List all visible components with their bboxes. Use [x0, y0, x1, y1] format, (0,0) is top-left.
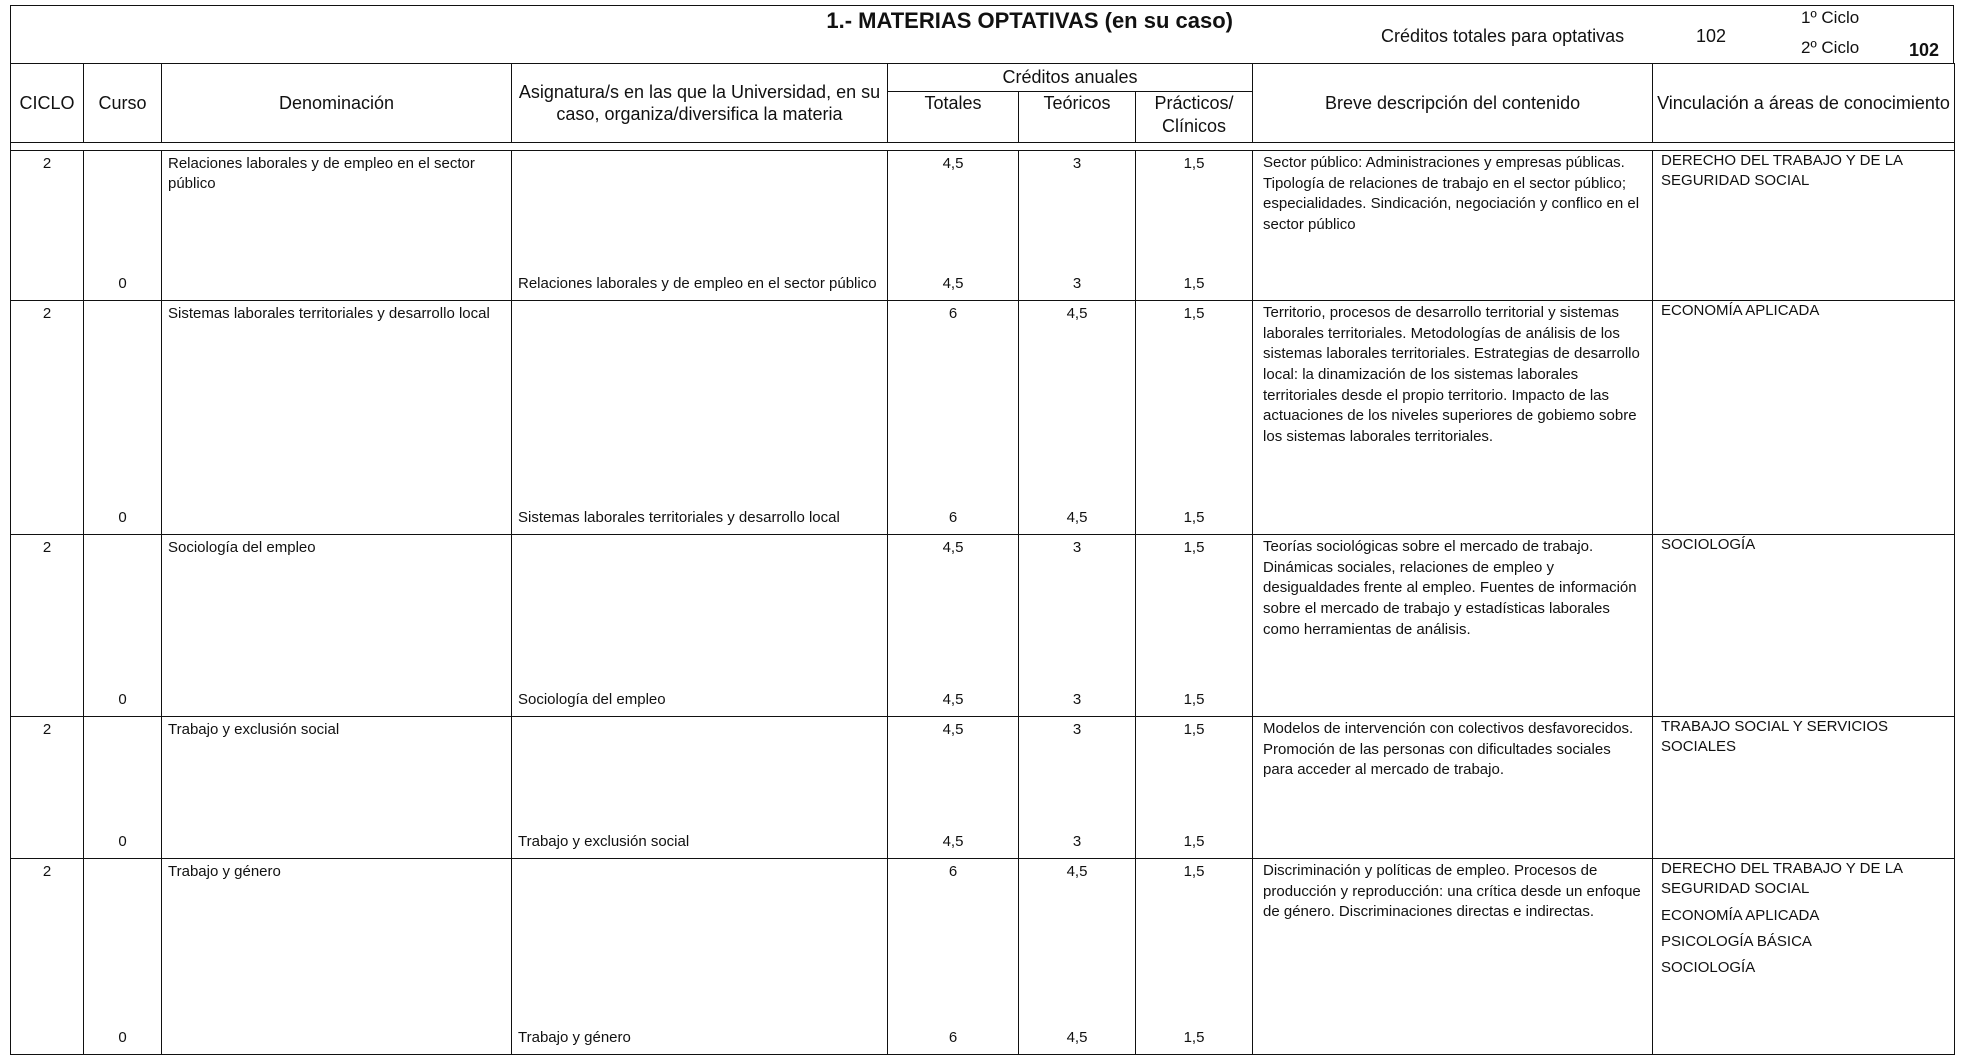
materia-row — [11, 535, 1955, 717]
materia-row — [11, 301, 1955, 535]
ciclo-text: 2 — [42, 863, 52, 880]
descripcion-cell — [1253, 717, 1653, 859]
col-totales-header: Totales — [888, 92, 1019, 143]
teoricos-text: 3 — [1072, 155, 1082, 172]
asignatura-practicos-text: 1,5 — [1183, 509, 1205, 527]
asignatura-totales-text: 4,5 — [942, 833, 964, 851]
vinculacion-cell — [1653, 151, 1955, 301]
area-item: SOCIOLOGÍA — [1661, 536, 1756, 553]
asignatura-asignatura-text: Sistemas laborales territoriales y desarrollo local — [518, 509, 840, 527]
curso-cell — [84, 859, 162, 1055]
teoricos-cell — [1019, 859, 1136, 1055]
area-item: DERECHO DEL TRABAJO Y DE LA SEGURIDAD SOCIAL — [1661, 860, 1903, 898]
ciclo-text: 2 — [42, 539, 52, 556]
col-descripcion-header: Breve descripción del contenido — [1253, 64, 1653, 143]
ciclo-text: 2 — [42, 305, 52, 322]
practicos-cell — [1136, 859, 1253, 1055]
denominacion-cell — [162, 717, 512, 859]
denominacion-cell — [162, 151, 512, 301]
asignatura-teoricos-text: 3 — [1072, 833, 1082, 851]
asignatura-cell — [512, 151, 888, 301]
practicos-text: 1,5 — [1183, 539, 1205, 556]
practicos-text: 1,5 — [1183, 155, 1205, 172]
col-curso-header: Curso — [84, 64, 162, 143]
col-ciclo-header: CICLO — [11, 64, 84, 143]
descripcion-cell — [1253, 301, 1653, 535]
col-vinculacion-header: Vinculación a áreas de conocimiento — [1653, 64, 1955, 143]
descripcion-text: Territorio, procesos de desarrollo territorial y sistemas laborales territoriales. Metodologías de análisis de los sistemas laborales territoriales. Estrategias de desarrollo local: la dinamización de los sistemas laborales territoriales desde el propio territorio. Impacto de las actuaciones de los niveles superiores de gobiemo sobre los sistemas laborales territoriales. — [1263, 304, 1640, 446]
area-item: PSICOLOGÍA BÁSICA — [1661, 932, 1812, 950]
asignatura-teoricos-text: 4,5 — [1066, 509, 1088, 527]
practicos-cell — [1136, 717, 1253, 859]
col-denominacion-header: Denominación — [162, 64, 512, 143]
asignatura-totales-text: 6 — [948, 1029, 958, 1047]
practicos-cell — [1136, 301, 1253, 535]
curso-cell — [84, 717, 162, 859]
curso-cell — [84, 151, 162, 301]
totales-cell — [888, 717, 1019, 859]
vinculacion-cell — [1653, 717, 1955, 859]
asignatura-practicos-text: 1,5 — [1183, 275, 1205, 293]
vinculacion-cell — [1653, 535, 1955, 717]
teoricos-text: 3 — [1072, 721, 1082, 738]
area-item: TRABAJO SOCIAL Y SERVICIOS SOCIALES — [1661, 718, 1889, 756]
asignatura-cell — [512, 859, 888, 1055]
practicos-text: 1,5 — [1183, 305, 1205, 322]
asignatura-practicos-text: 1,5 — [1183, 833, 1205, 851]
denominacion-text: Trabajo y exclusión social — [168, 721, 340, 738]
descripcion-text: Teorías sociológicas sobre el mercado de trabajo. Dinámicas sociales, relaciones de empleo y desigualdades frente al empleo. Fuentes de información sobre el mercado de trabajo y estadísticas laborales como herramientas de análisis. — [1263, 538, 1637, 638]
ciclo-text: 2 — [42, 155, 52, 172]
descripcion-text: Sector público: Administraciones y empresas públicas. Tipología de relaciones de trabajo en el sector público; especialidades. Sindicación, negociación y conflico en el sector público — [1263, 154, 1640, 234]
asignatura-asignatura-text: Relaciones laborales y de empleo en el sector público — [518, 275, 877, 293]
asignatura-curso-text: 0 — [118, 1029, 127, 1047]
asignatura-teoricos-text: 3 — [1072, 691, 1082, 709]
curso-cell — [84, 301, 162, 535]
asignatura-practicos-text: 1,5 — [1183, 691, 1205, 709]
totales-cell — [888, 535, 1019, 717]
teoricos-text: 4,5 — [1066, 305, 1088, 322]
descripcion-cell — [1253, 151, 1653, 301]
teoricos-cell — [1019, 717, 1136, 859]
vinculacion-cell — [1653, 301, 1955, 535]
ciclo-cell — [11, 535, 84, 717]
asignatura-cell — [512, 717, 888, 859]
area-item: ECONOMÍA APLICADA — [1661, 302, 1820, 319]
practicos-cell — [1136, 151, 1253, 301]
totales-cell — [888, 859, 1019, 1055]
asignatura-cell — [512, 301, 888, 535]
asignatura-teoricos-text: 4,5 — [1066, 1029, 1088, 1047]
col-practicos-header: Prácticos/ Clínicos — [1136, 92, 1253, 143]
asignatura-asignatura-text: Sociología del empleo — [518, 691, 666, 709]
asignatura-curso-text: 0 — [118, 509, 127, 527]
col-teoricos-header: Teóricos — [1019, 92, 1136, 143]
document-header — [10, 5, 1954, 63]
asignatura-asignatura-text: Trabajo y exclusión social — [518, 833, 690, 851]
descripcion-cell — [1253, 535, 1653, 717]
practicos-text: 1,5 — [1183, 721, 1205, 738]
descripcion-cell — [1253, 859, 1653, 1055]
ciclo-cell — [11, 151, 84, 301]
asignatura-curso-text: 0 — [118, 691, 127, 709]
asignatura-practicos-text: 1,5 — [1183, 1029, 1205, 1047]
ciclo-cell — [11, 301, 84, 535]
denominacion-text: Relaciones laborales y de empleo en el sector público — [168, 155, 475, 192]
teoricos-text: 4,5 — [1066, 863, 1088, 880]
asignatura-totales-text: 4,5 — [942, 691, 964, 709]
asignatura-teoricos-text: 3 — [1072, 275, 1082, 293]
asignatura-curso-text: 0 — [118, 833, 127, 851]
practicos-text: 1,5 — [1183, 863, 1205, 880]
descripcion-text: Discriminación y políticas de empleo. Procesos de producción y reproducción: una crítica desde un enfoque de género. Discriminaciones directas e indirectas. — [1263, 862, 1641, 921]
area-item: DERECHO DEL TRABAJO Y DE LA SEGURIDAD SOCIAL — [1661, 152, 1903, 190]
teoricos-cell — [1019, 301, 1136, 535]
teoricos-text: 3 — [1072, 539, 1082, 556]
materia-row — [11, 151, 1955, 301]
vinculacion-cell — [1653, 859, 1955, 1055]
materia-row — [11, 717, 1955, 859]
denominacion-cell — [162, 301, 512, 535]
optativas-table — [10, 63, 1955, 1055]
col-creditos-header: Créditos anuales — [888, 64, 1253, 92]
materia-row — [11, 859, 1955, 1055]
totales-text: 4,5 — [942, 539, 964, 556]
denominacion-text: Sistemas laborales territoriales y desarrollo local — [168, 305, 490, 322]
totales-cell — [888, 301, 1019, 535]
totales-text: 6 — [948, 863, 958, 880]
practicos-cell — [1136, 535, 1253, 717]
denominacion-text: Sociología del empleo — [168, 539, 316, 556]
totales-text: 6 — [948, 305, 958, 322]
teoricos-cell — [1019, 535, 1136, 717]
area-item: SOCIOLOGÍA — [1661, 959, 1756, 976]
curso-cell — [84, 535, 162, 717]
teoricos-cell — [1019, 151, 1136, 301]
asignatura-totales-text: 4,5 — [942, 275, 964, 293]
page-title: 1.- MATERIAS OPTATIVAS (en su caso) — [826, 8, 1233, 33]
ciclo2-label: 2º Ciclo — [1801, 38, 1860, 57]
ciclo-text: 2 — [42, 721, 52, 738]
area-item: ECONOMÍA APLICADA — [1661, 906, 1820, 924]
col-asignatura-header: Asignatura/s en las que la Universidad, en su caso, organiza/diversifica la materia — [512, 64, 888, 143]
totales-text: 4,5 — [942, 721, 964, 738]
asignatura-totales-text: 6 — [948, 509, 958, 527]
totales-text: 4,5 — [942, 155, 964, 172]
totales-cell — [888, 151, 1019, 301]
ciclo-cell — [11, 717, 84, 859]
denominacion-cell — [162, 859, 512, 1055]
ciclo-cell — [11, 859, 84, 1055]
total-credits-label: Créditos totales para optativas — [1381, 26, 1625, 46]
asignatura-cell — [512, 535, 888, 717]
denominacion-cell — [162, 535, 512, 717]
asignatura-asignatura-text: Trabajo y género — [518, 1029, 631, 1047]
ciclo2-value: 102 — [1909, 40, 1940, 60]
descripcion-text: Modelos de intervención con colectivos desfavorecidos. Promoción de las personas con dificultades sociales para acceder al mercado de trabajo. — [1263, 720, 1634, 779]
asignatura-curso-text: 0 — [118, 275, 127, 293]
denominacion-text: Trabajo y género — [168, 863, 281, 880]
ciclo1-label: 1º Ciclo — [1801, 8, 1860, 27]
total-credits-value: 102 — [1696, 26, 1727, 46]
